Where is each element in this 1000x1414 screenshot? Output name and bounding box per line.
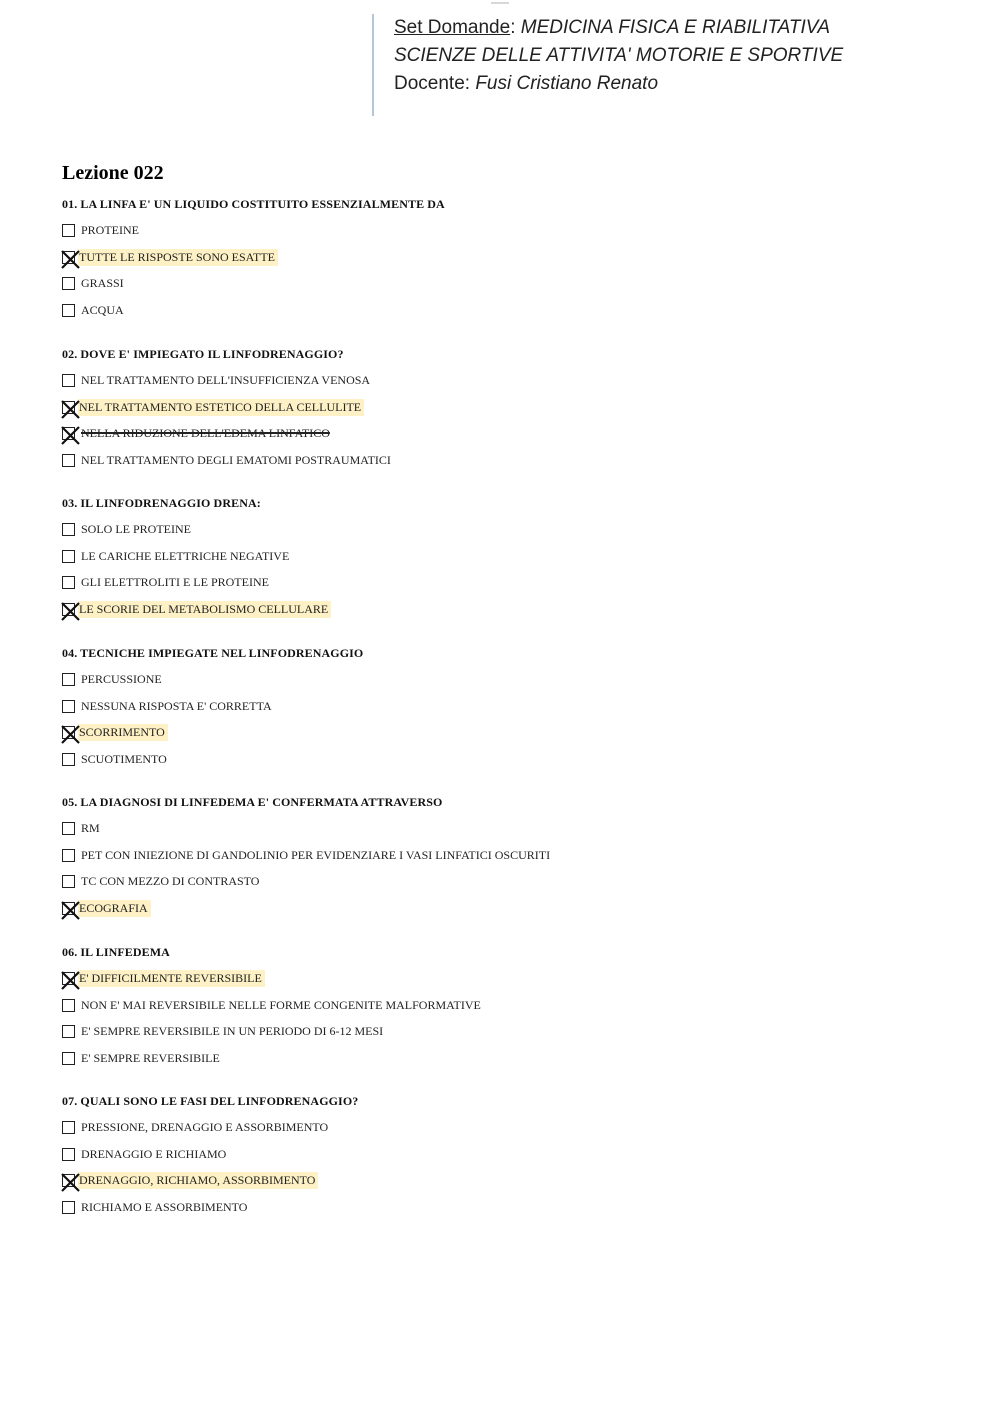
answer-option[interactable] <box>62 969 265 987</box>
answer-checkbox[interactable] <box>62 1121 75 1134</box>
answer-checkbox[interactable] <box>62 902 75 915</box>
answer-text: GRASSI <box>81 275 124 290</box>
answer-text: NEL TRATTAMENTO DEGLI EMATOMI POSTRAUMATICI <box>81 452 391 467</box>
answer-option[interactable] <box>62 846 553 864</box>
answer-checkbox[interactable] <box>62 576 75 589</box>
answer-checkbox[interactable] <box>62 1201 75 1214</box>
answer-text: E' DIFFICILMENTE REVERSIBILE <box>78 970 265 987</box>
answer-text: PRESSIONE, DRENAGGIO E ASSORBIMENTO <box>81 1119 329 1134</box>
answer-text: NEL TRATTAMENTO ESTETICO DELLA CELLULITE <box>78 399 364 416</box>
answer-text: RICHIAMO E ASSORBIMENTO <box>81 1199 248 1214</box>
answer-option[interactable] <box>62 899 151 917</box>
answer-text: PET CON INIEZIONE DI GANDOLINIO PER EVIDENZIARE I VASI LINFATICI OSCURITI <box>81 847 551 862</box>
answer-option[interactable] <box>62 371 373 389</box>
question-7 <box>62 1092 359 1214</box>
answer-text: NEL TRATTAMENTO DELL'INSUFFICIENZA VENOSA <box>81 372 371 387</box>
answer-checkbox[interactable] <box>62 726 75 739</box>
answer-text: SCORRIMENTO <box>78 724 168 741</box>
answer-text: TC CON MEZZO DI CONTRASTO <box>81 873 260 888</box>
set-title-row2 <box>394 42 843 70</box>
answer-option[interactable] <box>62 573 272 591</box>
answer-text: LE CARICHE ELETTRICHE NEGATIVE <box>81 548 290 563</box>
answer-text: NON E' MAI REVERSIBILE NELLE FORME CONGENITE MALFORMATIVE <box>81 997 481 1012</box>
answer-checkbox[interactable] <box>62 427 75 440</box>
answer-checkbox[interactable] <box>62 1148 75 1161</box>
answer-checkbox[interactable] <box>62 999 75 1012</box>
answer-text: GLI ELETTROLITI E LE PROTEINE <box>81 574 269 589</box>
answer-checkbox[interactable] <box>62 304 75 317</box>
answer-checkbox[interactable] <box>62 849 75 862</box>
answer-text: LE SCORIE DEL METABOLISMO CELLULARE <box>78 601 331 618</box>
answer-checkbox[interactable] <box>62 1025 75 1038</box>
answer-checkbox[interactable] <box>62 603 75 616</box>
answer-checkbox[interactable] <box>62 454 75 467</box>
question-5 <box>62 793 551 915</box>
answer-text: RM <box>81 820 100 835</box>
answer-option[interactable] <box>62 750 170 768</box>
answer-text: NELLA RIDUZIONE DELL'EDEMA LINFATICO <box>81 425 330 440</box>
answer-checkbox[interactable] <box>62 550 75 563</box>
question-title: 01. LA LINFA E' UN LIQUIDO COSTITUITO ESSENZIALMENTE DA <box>62 197 445 211</box>
answer-checkbox[interactable] <box>62 224 75 237</box>
answer-option[interactable] <box>62 670 165 688</box>
answer-option[interactable] <box>62 301 127 319</box>
question-2 <box>62 345 391 467</box>
answer-option[interactable] <box>62 819 103 837</box>
answer-checkbox[interactable] <box>62 700 75 713</box>
answer-option[interactable] <box>62 248 278 266</box>
set-title-line1: MEDICINA FISICA E RIABILITATIVA <box>520 17 831 38</box>
answer-option[interactable] <box>62 221 142 239</box>
answer-option[interactable] <box>62 1198 250 1216</box>
answer-option[interactable] <box>62 723 168 741</box>
question-title: 04. TECNICHE IMPIEGATE NEL LINFODRENAGGIO <box>62 646 364 660</box>
lesson-title: Lezione 022 <box>62 162 164 184</box>
answer-checkbox[interactable] <box>62 972 75 985</box>
answer-option[interactable] <box>62 1145 229 1163</box>
answer-text: TUTTE LE RISPOSTE SONO ESATTE <box>78 249 278 266</box>
answer-option[interactable] <box>62 1022 386 1040</box>
answer-checkbox[interactable] <box>62 1052 75 1065</box>
answer-option[interactable] <box>62 872 262 890</box>
question-6 <box>62 943 481 1065</box>
answer-text: SOLO LE PROTEINE <box>81 521 191 536</box>
page-top-mark <box>491 2 509 4</box>
answer-checkbox[interactable] <box>62 822 75 835</box>
answer-text: E' SEMPRE REVERSIBILE <box>81 1050 220 1065</box>
question-title: 06. IL LINFEDEMA <box>62 945 170 959</box>
set-colon: : <box>510 17 516 38</box>
answer-text: E' SEMPRE REVERSIBILE IN UN PERIODO DI 6-12 MESI <box>81 1023 384 1038</box>
answer-checkbox[interactable] <box>62 374 75 387</box>
answer-checkbox[interactable] <box>62 875 75 888</box>
question-title: 02. DOVE E' IMPIEGATO IL LINFODRENAGGIO? <box>62 347 344 361</box>
answer-option[interactable] <box>62 520 194 538</box>
answer-checkbox[interactable] <box>62 401 75 414</box>
document-header <box>372 14 843 116</box>
answer-checkbox[interactable] <box>62 251 75 264</box>
set-label: Set Domande <box>394 17 511 38</box>
question-1 <box>62 195 445 317</box>
question-title: 05. LA DIAGNOSI DI LINFEDEMA E' CONFERMATA ATTRAVERSO <box>62 795 443 809</box>
answer-option[interactable] <box>62 697 275 715</box>
teacher-row <box>394 70 843 98</box>
answer-text: ECOGRAFIA <box>78 900 151 917</box>
answer-checkbox[interactable] <box>62 673 75 686</box>
answer-text: PERCUSSIONE <box>81 671 162 686</box>
answer-option[interactable] <box>62 451 394 469</box>
answer-option[interactable] <box>62 424 333 442</box>
answer-text: SCUOTIMENTO <box>81 751 167 766</box>
question-4 <box>62 644 364 766</box>
question-title: 07. QUALI SONO LE FASI DEL LINFODRENAGGIO? <box>62 1094 359 1108</box>
set-title-line2: SCIENZE DELLE ATTIVITA' MOTORIE E SPORTIVE <box>394 45 844 66</box>
teacher-name: Fusi Cristiano Renato <box>475 73 659 94</box>
answer-text: ACQUA <box>81 302 124 317</box>
answer-option[interactable] <box>62 600 331 618</box>
answer-checkbox[interactable] <box>62 753 75 766</box>
answer-option[interactable] <box>62 1118 331 1136</box>
answer-text: PROTEINE <box>81 222 139 237</box>
x-mark-icon <box>60 425 81 446</box>
teacher-label: Docente: <box>394 73 476 94</box>
answer-option[interactable] <box>62 996 484 1014</box>
question-title: 03. IL LINFODRENAGGIO DRENA: <box>62 496 261 510</box>
answer-text: DRENAGGIO E RICHIAMO <box>81 1146 227 1161</box>
question-3 <box>62 494 329 616</box>
answer-checkbox[interactable] <box>62 277 75 290</box>
set-row <box>394 14 843 42</box>
answer-option[interactable] <box>62 398 364 416</box>
answer-text: DRENAGGIO, RICHIAMO, ASSORBIMENTO <box>78 1172 318 1189</box>
answer-option[interactable] <box>62 1171 318 1189</box>
answer-checkbox[interactable] <box>62 1174 75 1187</box>
answer-option[interactable] <box>62 547 292 565</box>
answer-text: NESSUNA RISPOSTA E' CORRETTA <box>81 698 272 713</box>
answer-checkbox[interactable] <box>62 523 75 536</box>
answer-option[interactable] <box>62 274 127 292</box>
answer-option[interactable] <box>62 1049 223 1067</box>
